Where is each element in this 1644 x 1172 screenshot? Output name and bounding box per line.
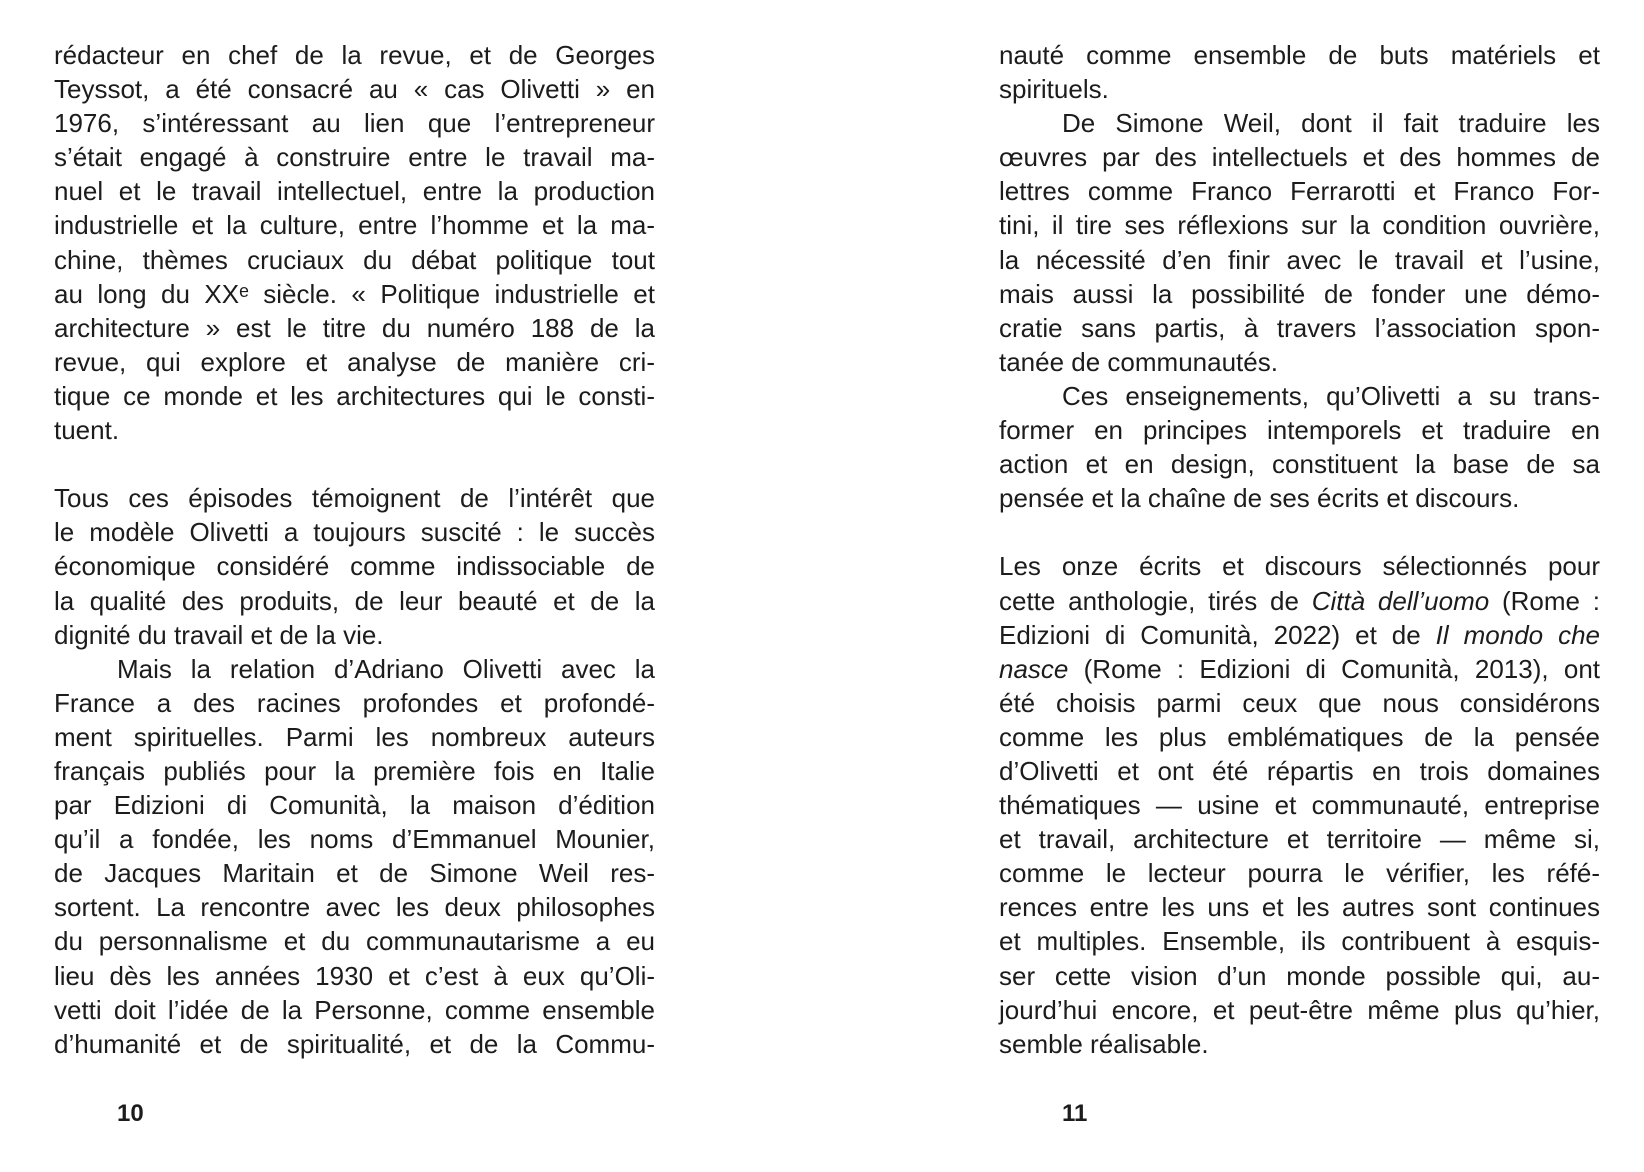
text-run: (Rome : Edizioni di Comunità, 2013), ont [1068, 653, 1600, 684]
text-line: s’était engagé à construire entre le travail ma- [54, 142, 655, 173]
text-line: le modèle Olivetti a toujours suscité : le succès [54, 517, 655, 548]
text-line: nauté comme ensemble de buts matériels et [999, 40, 1600, 70]
text-line: rédacteur en chef de la revue, et de Georges [54, 40, 655, 70]
text-line: comme le lecteur pourra le vérifier, les réfé- [999, 858, 1600, 889]
text-line [999, 584, 1600, 618]
text-line: œuvres par des intellectuels et des hommes de [999, 142, 1600, 173]
text-line: la nécessité d’en finir avec le travail et l’usine, [999, 244, 1600, 275]
text-line: au long du XXᵉ siècle. « Politique industrielle et [54, 278, 655, 309]
text-line: cratie sans partis, à travers l’association spon- [999, 312, 1600, 343]
text-line: du personnalisme et du communautarisme a eu [54, 926, 655, 957]
italic-title: Città dell’uomo [1311, 585, 1490, 616]
text-line: France a des racines profondes et profondé- [54, 687, 655, 718]
text-line: sortent. La rencontre avec les deux philosophes [54, 892, 655, 923]
text-run: Edizioni di Comunità, 2022) et de [999, 619, 1436, 650]
text-line: ment spirituelles. Parmi les nombreux auteurs [54, 721, 655, 752]
text-line: économique considéré comme indissociable de [54, 551, 655, 582]
text-line: d’Olivetti et ont été répartis en trois domaines [999, 755, 1600, 786]
left-page-body-text [54, 38, 655, 1061]
text-line: chine, thèmes cruciaux du débat politique tout [54, 244, 655, 275]
text-line: mais aussi la possibilité de fonder une démo- [999, 278, 1600, 309]
right-page-number: 11 [1062, 1100, 1088, 1127]
text-line: tique ce monde et les architectures qui le consti- [54, 380, 655, 411]
italic-title: Il mondo che [1435, 619, 1600, 650]
text-run: (Rome : [1489, 585, 1600, 616]
text-line: architecture » est le titre du numéro 188 de la [54, 312, 655, 343]
text-line [999, 652, 1600, 686]
text-line: nuel et le travail intellectuel, entre la production [54, 176, 655, 207]
text-line: action et en design, constituent la base de sa [999, 449, 1600, 480]
text-line: Les onze écrits et discours sélectionnés pour [999, 551, 1600, 582]
text-line: tanée de communautés. [999, 346, 1278, 377]
text-line: jourd’hui encore, et peut-être même plus qu’hier, [999, 994, 1600, 1025]
text-line: pensée et la chaîne de ses écrits et discours. [999, 483, 1520, 514]
text-line: Mais la relation d’Adriano Olivetti avec la [117, 653, 655, 684]
text-run: cette anthologie, tirés de [999, 585, 1312, 616]
text-line: former en principes intemporels et traduire en [999, 415, 1600, 446]
italic-title: nasce [999, 653, 1069, 684]
text-line: français publiés pour la première fois en Italie [54, 755, 655, 786]
text-line: spirituels. [999, 74, 1109, 105]
text-line: tini, il tire ses réflexions sur la condition ouvrière, [999, 210, 1600, 241]
text-line: De Simone Weil, dont il fait traduire les [1062, 108, 1600, 139]
right-page-body-text [999, 38, 1600, 1061]
text-line: tuent. [54, 415, 120, 446]
text-line: ser cette vision d’un monde possible qui, au- [999, 960, 1600, 991]
text-line: revue, qui explore et analyse de manière cri- [54, 346, 655, 377]
text-line: dignité du travail et de la vie. [54, 619, 384, 650]
text-line: lieu dès les années 1930 et c’est à eux qu’Oli- [54, 960, 655, 991]
text-line: d’humanité et de spiritualité, et de la Commu- [54, 1028, 655, 1059]
text-line: thématiques — usine et communauté, entreprise [999, 790, 1600, 821]
left-page-number: 10 [117, 1100, 144, 1127]
paragraph-gap [999, 515, 1600, 549]
text-line: Tous ces épisodes témoignent de l’intérêt que [54, 483, 655, 514]
text-line: rences entre les uns et les autres sont continues [999, 892, 1600, 923]
paragraph-gap [54, 447, 655, 481]
text-line: comme les plus emblématiques de la pensée [999, 721, 1600, 752]
text-line: Ces enseignements, qu’Olivetti a su trans- [1062, 380, 1600, 411]
text-line: par Edizioni di Comunità, la maison d’édition [54, 790, 655, 821]
text-line: 1976, s’intéressant au lien que l’entrepreneur [54, 108, 655, 139]
text-line: industrielle et la culture, entre l’homme et la ma- [54, 210, 655, 241]
text-line: lettres comme Franco Ferrarotti et Franco For- [999, 176, 1600, 207]
text-line [999, 618, 1600, 652]
text-line: la qualité des produits, de leur beauté et de la [54, 585, 655, 616]
text-line: semble réalisable. [999, 1028, 1209, 1059]
text-line: été choisis parmi ceux que nous considérons [999, 687, 1600, 718]
text-line: Teyssot, a été consacré au « cas Olivetti » en [54, 74, 655, 105]
text-line: et travail, architecture et territoire — même si, [999, 824, 1600, 855]
text-line: qu’il a fondée, les noms d’Emmanuel Mounier, [54, 824, 655, 855]
text-line: et multiples. Ensemble, ils contribuent à esquis- [999, 926, 1600, 957]
text-line: vetti doit l’idée de la Personne, comme ensemble [54, 994, 655, 1025]
text-line: de Jacques Maritain et de Simone Weil res- [54, 858, 655, 889]
